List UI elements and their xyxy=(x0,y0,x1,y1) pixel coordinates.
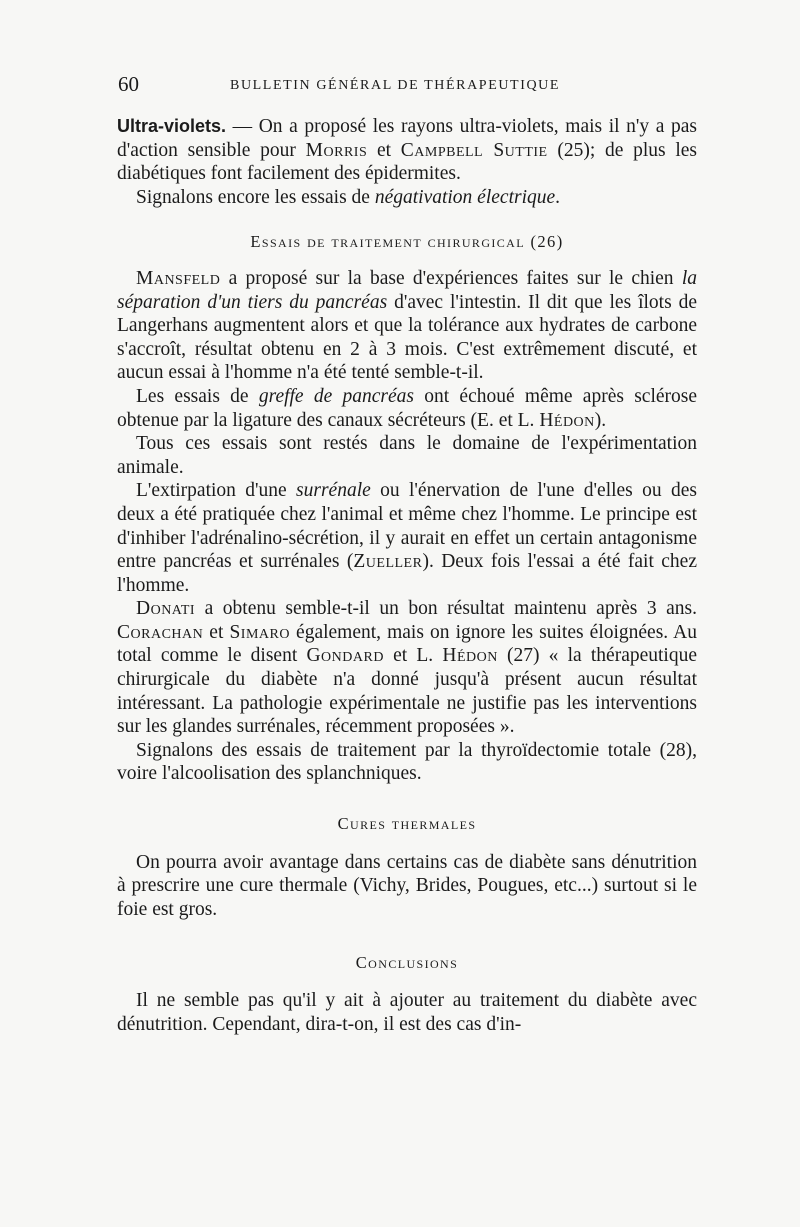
paragraph-experimentation: Tous ces essais sont restés dans le domaine de l'expérimentation animale. xyxy=(117,433,697,478)
italic-term: surrénale xyxy=(296,480,371,502)
text-run: a obtenu semble-t-il un bon résultat maintenu après 3 ans. xyxy=(195,598,697,620)
text-run: a proposé sur la base d'expériences faites sur le chien xyxy=(220,267,682,289)
page-number: 60 xyxy=(118,72,139,96)
author-name: Campbell Suttie xyxy=(400,139,548,161)
section-heading-conclusions: Conclusions xyxy=(355,953,459,973)
author-name: Hédon xyxy=(539,409,595,431)
author-name: Corachan xyxy=(117,621,204,643)
text-run: et xyxy=(203,621,230,643)
author-name: Simaro xyxy=(229,621,290,643)
paragraph-extirpation xyxy=(117,479,697,597)
text-run: (25); de plus les diabétiques font facilement des épidermites. xyxy=(117,139,697,185)
text-run: L'extirpation d'une xyxy=(136,480,297,502)
section-heading-cures: Cures thermales xyxy=(337,814,477,834)
text-run: ). Deux fois l'essai a été fait chez l'homme. xyxy=(117,551,697,596)
paragraph-donati xyxy=(117,597,697,739)
author-name: Gondard xyxy=(306,645,384,667)
paragraph-greffe xyxy=(117,385,697,432)
paragraph-cure-thermale: On pourra avoir avantage dans certains cas de diabète sans dénutrition à prescrire une cure thermale (Vichy, Brides, Pougues, etc...) surtout si le foie est gros. xyxy=(117,851,697,920)
text-run: Les essais de xyxy=(136,385,259,407)
italic-term: négativation électrique xyxy=(374,186,556,208)
page-header xyxy=(118,72,698,102)
text-run: et L. xyxy=(383,645,443,667)
text-run: ont échoué même après sclérose obtenue par la ligature des canaux sécréteurs (E. et L. xyxy=(117,385,697,431)
author-name: Morris xyxy=(305,139,368,161)
body-text xyxy=(117,115,697,1036)
author-name: Hédon xyxy=(442,645,498,667)
paragraph-negativation xyxy=(117,186,697,210)
text-run: . xyxy=(555,186,561,208)
author-name: Zueller xyxy=(353,551,423,573)
text-run: ). xyxy=(594,409,607,431)
italic-term: la séparation d'un tiers du pancréas xyxy=(117,267,697,313)
text-run: (27) « la thérapeutique chirurgicale du diabète n'a donné jusqu'à présent aucun résultat intéressant. La pathologie expérimentale ne justifie pas les interventions sur les glandes surrénales, récemment proposées ». xyxy=(117,645,697,738)
text-run: Signalons encore les essais de xyxy=(136,186,375,208)
text-run: — On a proposé les rayons ultra-violets, mais il n'y a pas d'action sensible pour xyxy=(117,116,697,161)
author-name: Mansfeld xyxy=(136,267,221,289)
text-run: et xyxy=(367,139,401,161)
paragraph-thyroidectomie: Signalons des essais de traitement par la thyroïdectomie totale (28), voire l'alcoolisation des splanchniques. xyxy=(117,739,697,785)
author-name: Donati xyxy=(136,598,196,620)
paragraph-ultra-violets xyxy=(117,115,697,186)
paragraph-lead: Ultra-violets. xyxy=(117,116,227,136)
section-heading-surgical: Essais de traitement chirurgical (26) xyxy=(250,232,564,252)
running-title: BULLETIN GÉNÉRAL DE THÉRAPEUTIQUE xyxy=(230,78,561,93)
paragraph-mansfeld xyxy=(117,267,697,385)
text-run: également, mais on ignore les suites éloignées. Au total comme le disent xyxy=(117,621,697,667)
text-run: d'avec l'intestin. Il dit que les îlots de Langerhans augmentent alors et que la tolérance aux hydrates de carbone s'accroît, résultat obtenu en 2 à 3 mois. C'est extrêmement discuté, et aucun essai à l'homme n'a été tenté semble-t-il. xyxy=(117,291,697,384)
italic-term: greffe de pancréas xyxy=(258,385,414,407)
paragraph-conclusion: Il ne semble pas qu'il y ait à ajouter au traitement du diabète avec dénutrition. Cependant, dira-t-on, il est des cas d'in- xyxy=(117,990,697,1035)
text-run: ou l'énervation de l'une d'elles ou des deux a été pratiquée chez l'animal et même chez l'homme. Le principe est d'inhiber l'adrénalino-sécrétion, il y aurait en effet un certain antagonisme entre pancréas et surrénales ( xyxy=(117,480,697,573)
